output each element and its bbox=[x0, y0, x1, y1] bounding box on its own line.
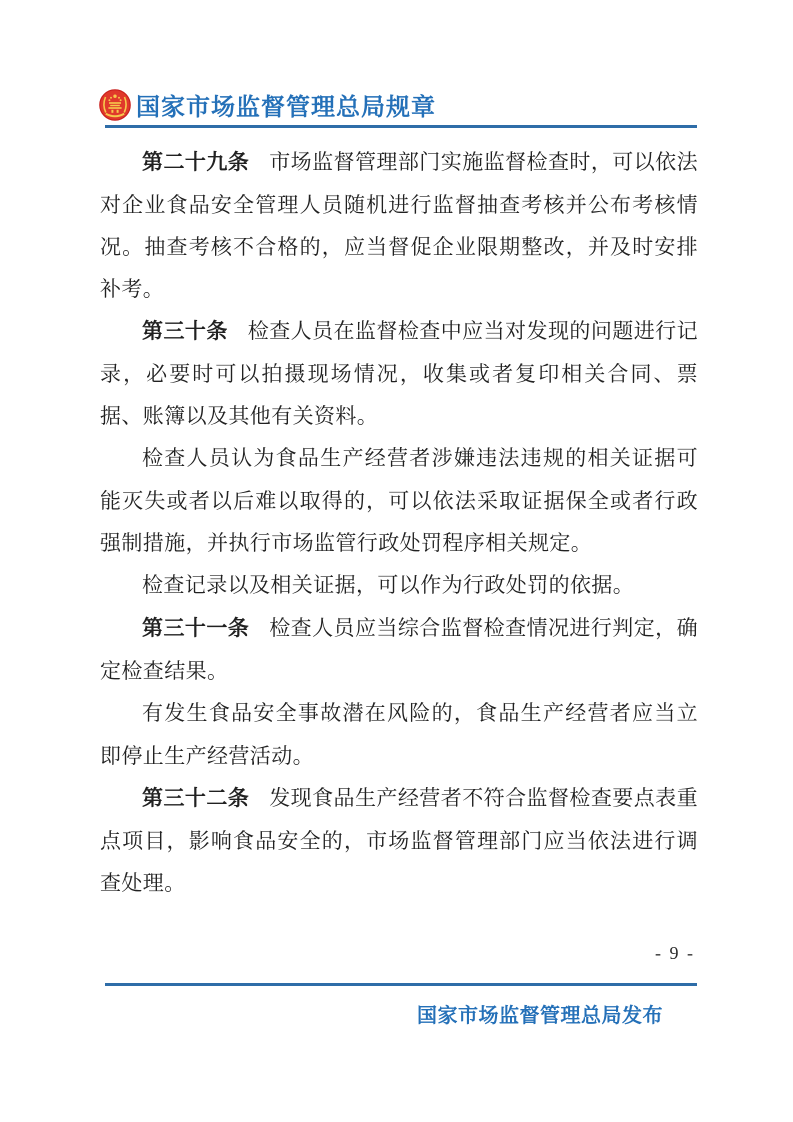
article-paragraph bbox=[100, 141, 698, 310]
page-title: 国家市场监督管理总局规章 bbox=[136, 94, 436, 121]
publisher-label: 国家市场监督管理总局发布 bbox=[417, 1005, 663, 1027]
article-paragraph bbox=[100, 564, 698, 607]
paragraph-text: 市场监督管理部门实施监督检查时，可以依法对企业食品安全管理人员随机进行监督抽查考核并公布考核情况。抽查考核不合格的，应当督促企业限期整改，并及时安排补考。 bbox=[100, 150, 699, 301]
header-divider bbox=[105, 125, 697, 128]
document-header bbox=[99, 87, 436, 122]
page-number: - 9 - bbox=[655, 943, 695, 963]
paragraph-text: 检查人员在监督检查中应当对发现的问题进行记录，必要时可以拍摄现场情况，收集或者复印相关合同、票据、账簿以及其他有关资料。 bbox=[100, 319, 698, 428]
article-number: 第三十一条 bbox=[142, 617, 250, 640]
footer-divider bbox=[105, 983, 697, 986]
paragraph-text: 有发生食品安全事故潜在风险的，食品生产经营者应当立即停止生产经营活动。 bbox=[100, 701, 698, 768]
article-paragraph bbox=[100, 310, 698, 437]
article-number: 第三十条 bbox=[142, 320, 228, 343]
paragraph-text: 发现食品生产经营者不符合监督检查要点表重点项目，影响食品安全的，市场监督管理部门应当依法进行调查处理。 bbox=[100, 786, 699, 895]
article-paragraph bbox=[100, 777, 698, 904]
paragraph-text: 检查人员认为食品生产经营者涉嫌违法违规的相关证据可能灭失或者以后难以取得的，可以依法采取证据保全或者行政强制措施，并执行市场监管行政处罚程序相关规定。 bbox=[100, 446, 698, 555]
article-number: 第三十二条 bbox=[142, 787, 250, 810]
article-paragraph bbox=[100, 692, 698, 777]
article-paragraph bbox=[100, 437, 698, 564]
article-body bbox=[100, 141, 698, 904]
national-emblem-icon bbox=[99, 89, 131, 121]
article-number: 第二十九条 bbox=[142, 151, 250, 174]
article-paragraph bbox=[100, 607, 698, 692]
paragraph-text: 检查人员应当综合监督检查情况进行判定，确定检查结果。 bbox=[100, 616, 699, 683]
paragraph-text: 检查记录以及相关证据，可以作为行政处罚的依据。 bbox=[142, 573, 635, 597]
